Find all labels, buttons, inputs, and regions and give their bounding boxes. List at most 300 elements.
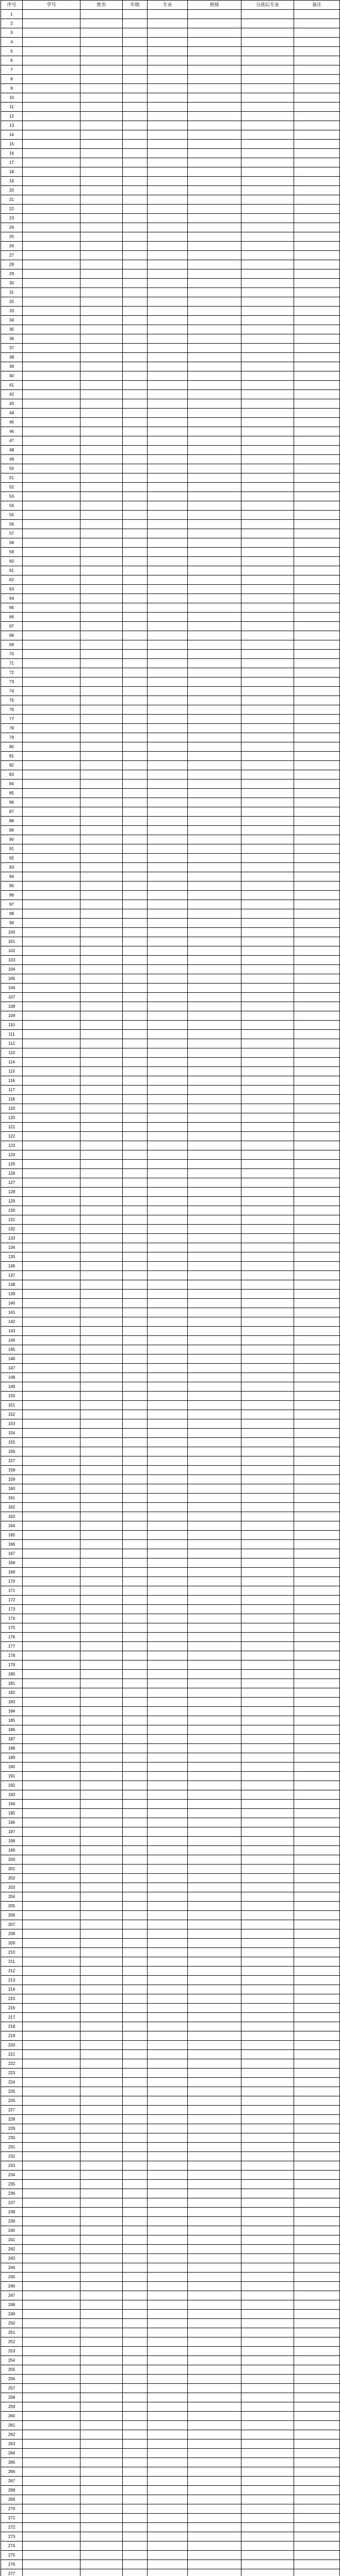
cell-major <box>148 1067 188 1076</box>
cell-major <box>148 1902 188 1911</box>
cell-grade <box>123 2337 148 2347</box>
cell-class <box>188 2541 241 2551</box>
cell-final-major <box>241 529 294 538</box>
cell-student-id <box>23 1271 80 1280</box>
cell-grade <box>123 1512 148 1521</box>
cell-major <box>148 974 188 984</box>
cell-final-major <box>241 1772 294 1781</box>
cell-name <box>80 1698 123 1707</box>
cell-class <box>188 1262 241 1271</box>
cell-class <box>188 1800 241 1809</box>
cell-final-major <box>241 1577 294 1586</box>
cell-final-major <box>241 2031 294 2041</box>
cell-seq: 117 <box>1 1086 23 1095</box>
cell-class <box>188 186 241 195</box>
cell-seq: 109 <box>1 1011 23 1021</box>
cell-final-major <box>241 1558 294 1568</box>
cell-class <box>188 260 241 269</box>
cell-final-major <box>241 2078 294 2087</box>
cell-final-major <box>241 1058 294 1067</box>
table-row <box>1 2504 340 2514</box>
cell-seq: 259 <box>1 2402 23 2412</box>
cell-name <box>80 1419 123 1429</box>
cell-grade <box>123 1837 148 1846</box>
cell-major <box>148 789 188 798</box>
cell-name <box>80 288 123 297</box>
cell-remarks <box>294 38 340 47</box>
cell-major <box>148 965 188 974</box>
cell-student-id <box>23 2375 80 2384</box>
cell-grade <box>123 2384 148 2393</box>
table-row <box>1 557 340 566</box>
cell-grade <box>123 1967 148 1976</box>
table-row <box>1 1827 340 1837</box>
cell-grade <box>123 1290 148 1299</box>
cell-name <box>80 2208 123 2217</box>
cell-major <box>148 1698 188 1707</box>
cell-remarks <box>294 520 340 529</box>
cell-final-major <box>241 566 294 575</box>
cell-seq: 119 <box>1 1104 23 1113</box>
cell-final-major <box>241 1401 294 1410</box>
cell-grade <box>123 1642 148 1651</box>
table-row <box>1 473 340 483</box>
cell-class <box>188 557 241 566</box>
table-row <box>1 316 340 325</box>
cell-final-major <box>241 2300 294 2310</box>
table-row <box>1 1735 340 1744</box>
cell-student-id <box>23 529 80 538</box>
cell-student-id <box>23 251 80 260</box>
cell-major <box>148 1030 188 1039</box>
cell-seq: 124 <box>1 1150 23 1160</box>
cell-major <box>148 1994 188 2004</box>
table-row <box>1 1902 340 1911</box>
cell-student-id <box>23 446 80 455</box>
cell-grade <box>123 177 148 186</box>
cell-seq: 43 <box>1 399 23 409</box>
cell-grade <box>123 1104 148 1113</box>
cell-seq: 272 <box>1 2523 23 2532</box>
cell-grade <box>123 937 148 946</box>
cell-grade <box>123 2031 148 2041</box>
cell-major <box>148 455 188 464</box>
cell-final-major <box>241 1002 294 1011</box>
cell-remarks <box>294 446 340 455</box>
cell-remarks <box>294 946 340 956</box>
cell-student-id <box>23 2004 80 2013</box>
cell-grade <box>123 1132 148 1141</box>
cell-seq: 9 <box>1 84 23 93</box>
cell-class <box>188 817 241 826</box>
table-row <box>1 1234 340 1243</box>
cell-name <box>80 1225 123 1234</box>
cell-class <box>188 1113 241 1123</box>
cell-grade <box>123 1206 148 1215</box>
cell-final-major <box>241 2291 294 2300</box>
cell-final-major <box>241 928 294 937</box>
cell-major <box>148 2004 188 2013</box>
cell-major <box>148 1549 188 1558</box>
cell-grade <box>123 1994 148 2004</box>
cell-student-id <box>23 1456 80 1466</box>
cell-final-major <box>241 909 294 919</box>
cell-name <box>80 1447 123 1456</box>
cell-class <box>188 1855 241 1865</box>
cell-major <box>148 2449 188 2458</box>
cell-class <box>188 2514 241 2523</box>
cell-major <box>148 1234 188 1243</box>
cell-grade <box>123 1521 148 1531</box>
cell-major <box>148 2532 188 2541</box>
cell-class <box>188 1002 241 1011</box>
cell-seq: 258 <box>1 2393 23 2402</box>
cell-remarks <box>294 603 340 613</box>
table-row <box>1 2263 340 2273</box>
cell-name <box>80 1920 123 1929</box>
table-row <box>1 2096 340 2106</box>
cell-student-id <box>23 2393 80 2402</box>
cell-student-id <box>23 2171 80 2180</box>
cell-name <box>80 1623 123 1633</box>
cell-grade <box>123 2504 148 2514</box>
cell-final-major <box>241 2124 294 2133</box>
cell-final-major <box>241 789 294 798</box>
cell-grade <box>123 2458 148 2467</box>
cell-remarks <box>294 1790 340 1800</box>
cell-student-id <box>23 2069 80 2078</box>
cell-class <box>188 2022 241 2031</box>
table-row <box>1 1243 340 1252</box>
cell-grade <box>123 121 148 130</box>
table-row <box>1 334 340 344</box>
cell-seq: 213 <box>1 1976 23 1985</box>
table-row <box>1 1865 340 1874</box>
cell-student-id <box>23 2124 80 2133</box>
cell-name <box>80 2189 123 2198</box>
cell-seq: 136 <box>1 1262 23 1271</box>
cell-seq: 39 <box>1 362 23 371</box>
cell-name <box>80 362 123 371</box>
cell-name <box>80 2393 123 2402</box>
cell-class <box>188 1484 241 1494</box>
cell-student-id <box>23 1985 80 1994</box>
cell-name <box>80 1707 123 1716</box>
cell-final-major <box>241 1688 294 1698</box>
cell-grade <box>123 1354 148 1364</box>
table-row <box>1 1262 340 1271</box>
cell-name <box>80 705 123 715</box>
cell-seq: 52 <box>1 483 23 492</box>
cell-grade <box>123 1633 148 1642</box>
cell-remarks <box>294 835 340 844</box>
cell-final-major <box>241 1531 294 1540</box>
cell-major <box>148 1531 188 1540</box>
cell-seq: 74 <box>1 687 23 696</box>
cell-name <box>80 1336 123 1345</box>
table-row <box>1 1484 340 1494</box>
cell-seq: 120 <box>1 1113 23 1123</box>
cell-remarks <box>294 2096 340 2106</box>
cell-student-id <box>23 2282 80 2291</box>
cell-seq: 189 <box>1 1753 23 1762</box>
table-row <box>1 288 340 297</box>
cell-major <box>148 761 188 770</box>
cell-major <box>148 149 188 158</box>
cell-remarks <box>294 2041 340 2050</box>
cell-seq: 100 <box>1 928 23 937</box>
cell-student-id <box>23 1586 80 1596</box>
cell-final-major <box>241 501 294 511</box>
cell-class <box>188 520 241 529</box>
cell-remarks <box>294 2412 340 2421</box>
cell-grade <box>123 251 148 260</box>
cell-major <box>148 548 188 557</box>
cell-seq: 8 <box>1 75 23 84</box>
cell-grade <box>123 65 148 75</box>
cell-final-major <box>241 677 294 687</box>
cell-student-id <box>23 1095 80 1104</box>
cell-remarks <box>294 288 340 297</box>
cell-class <box>188 1160 241 1169</box>
cell-remarks <box>294 2069 340 2078</box>
cell-grade <box>123 1790 148 1800</box>
cell-student-id <box>23 409 80 418</box>
table-row <box>1 1382 340 1392</box>
cell-major <box>148 844 188 854</box>
cell-class <box>188 1354 241 1364</box>
table-row <box>1 2254 340 2263</box>
cell-final-major <box>241 167 294 177</box>
table-row <box>1 1475 340 1484</box>
cell-grade <box>123 1076 148 1086</box>
cell-name <box>80 798 123 807</box>
cell-major <box>148 2273 188 2282</box>
table-row <box>1 260 340 269</box>
cell-grade <box>123 2300 148 2310</box>
cell-final-major <box>241 2347 294 2356</box>
cell-seq: 86 <box>1 798 23 807</box>
cell-final-major <box>241 1178 294 1188</box>
cell-class <box>188 436 241 446</box>
table-row <box>1 2477 340 2486</box>
cell-final-major <box>241 2569 294 2576</box>
cell-name <box>80 1039 123 1048</box>
cell-name <box>80 826 123 835</box>
cell-major <box>148 2430 188 2439</box>
cell-remarks <box>294 473 340 483</box>
cell-major <box>148 511 188 520</box>
cell-grade <box>123 2412 148 2421</box>
table-row <box>1 1058 340 1067</box>
cell-seq: 199 <box>1 1846 23 1855</box>
cell-remarks <box>294 2263 340 2273</box>
table-row <box>1 575 340 585</box>
cell-final-major <box>241 1846 294 1855</box>
cell-remarks <box>294 798 340 807</box>
cell-grade <box>123 817 148 826</box>
cell-major <box>148 316 188 325</box>
cell-grade <box>123 1225 148 1234</box>
cell-final-major <box>241 557 294 566</box>
cell-major <box>148 2514 188 2523</box>
cell-class <box>188 2458 241 2467</box>
cell-remarks <box>294 2087 340 2096</box>
cell-final-major <box>241 186 294 195</box>
cell-name <box>80 2171 123 2180</box>
table-row <box>1 677 340 687</box>
cell-class <box>188 844 241 854</box>
table-row <box>1 1354 340 1364</box>
cell-grade <box>123 1846 148 1855</box>
cell-final-major <box>241 779 294 789</box>
cell-student-id <box>23 1846 80 1855</box>
cell-class <box>188 2106 241 2115</box>
cell-remarks <box>294 631 340 640</box>
cell-class <box>188 2273 241 2282</box>
cell-major <box>148 2458 188 2467</box>
cell-remarks <box>294 2504 340 2514</box>
cell-name <box>80 140 123 149</box>
cell-class <box>188 1169 241 1178</box>
cell-seq: 5 <box>1 47 23 56</box>
cell-final-major <box>241 1160 294 1169</box>
cell-class <box>188 1327 241 1336</box>
cell-grade <box>123 548 148 557</box>
cell-major <box>148 1874 188 1883</box>
table-row <box>1 2069 340 2078</box>
cell-grade <box>123 75 148 84</box>
cell-student-id <box>23 2477 80 2486</box>
cell-student-id <box>23 2041 80 2050</box>
cell-final-major <box>241 1660 294 1670</box>
cell-class <box>188 279 241 288</box>
cell-grade <box>123 1308 148 1317</box>
cell-seq: 131 <box>1 1215 23 1225</box>
table-row <box>1 10 340 19</box>
cell-class <box>188 288 241 297</box>
cell-major <box>148 622 188 631</box>
cell-class <box>188 529 241 538</box>
cell-seq: 145 <box>1 1345 23 1354</box>
cell-final-major <box>241 1141 294 1150</box>
cell-seq: 212 <box>1 1967 23 1976</box>
cell-major <box>148 1178 188 1188</box>
cell-remarks <box>294 1911 340 1920</box>
cell-student-id <box>23 1280 80 1290</box>
cell-final-major <box>241 2328 294 2337</box>
table-row <box>1 38 340 47</box>
cell-name <box>80 1939 123 1948</box>
cell-class <box>188 121 241 130</box>
header-seq: 序号 <box>1 1 23 10</box>
cell-major <box>148 464 188 473</box>
cell-student-id <box>23 2541 80 2551</box>
cell-final-major <box>241 2161 294 2171</box>
cell-class <box>188 2004 241 2013</box>
cell-final-major <box>241 214 294 223</box>
cell-name <box>80 1558 123 1568</box>
cell-final-major <box>241 2022 294 2031</box>
cell-remarks <box>294 399 340 409</box>
cell-major <box>148 946 188 956</box>
cell-student-id <box>23 909 80 919</box>
cell-class <box>188 1660 241 1670</box>
cell-major <box>148 2013 188 2022</box>
cell-seq: 58 <box>1 538 23 548</box>
cell-class <box>188 112 241 121</box>
cell-student-id <box>23 1113 80 1123</box>
cell-grade <box>123 2514 148 2523</box>
cell-major <box>148 446 188 455</box>
cell-name <box>80 1577 123 1586</box>
cell-student-id <box>23 483 80 492</box>
cell-grade <box>123 1327 148 1336</box>
cell-grade <box>123 2041 148 2050</box>
cell-grade <box>123 2069 148 2078</box>
cell-class <box>188 1290 241 1299</box>
cell-name <box>80 279 123 288</box>
cell-grade <box>123 1725 148 1735</box>
cell-remarks <box>294 1067 340 1076</box>
cell-student-id <box>23 919 80 928</box>
cell-seq: 104 <box>1 965 23 974</box>
cell-major <box>148 2059 188 2069</box>
table-row <box>1 1410 340 1419</box>
cell-student-id <box>23 631 80 640</box>
cell-grade <box>123 1660 148 1670</box>
cell-major <box>148 1206 188 1215</box>
cell-remarks <box>294 1373 340 1382</box>
cell-name <box>80 1837 123 1846</box>
cell-remarks <box>294 1837 340 1846</box>
cell-final-major <box>241 668 294 677</box>
table-row <box>1 242 340 251</box>
cell-name <box>80 779 123 789</box>
cell-major <box>148 603 188 613</box>
cell-remarks <box>294 1280 340 1290</box>
cell-final-major <box>241 492 294 501</box>
cell-grade <box>123 473 148 483</box>
cell-class <box>188 761 241 770</box>
cell-final-major <box>241 1994 294 2004</box>
cell-remarks <box>294 1299 340 1308</box>
cell-seq: 51 <box>1 473 23 483</box>
cell-remarks <box>294 2347 340 2356</box>
cell-major <box>148 742 188 752</box>
cell-student-id <box>23 1410 80 1419</box>
cell-major <box>148 1392 188 1401</box>
cell-remarks <box>294 167 340 177</box>
cell-seq: 233 <box>1 2161 23 2171</box>
cell-student-id <box>23 1660 80 1670</box>
cell-grade <box>123 1188 148 1197</box>
cell-class <box>188 2189 241 2198</box>
cell-seq: 87 <box>1 807 23 817</box>
cell-major <box>148 1827 188 1837</box>
cell-student-id <box>23 807 80 817</box>
cell-student-id <box>23 946 80 956</box>
cell-name <box>80 177 123 186</box>
cell-class <box>188 1670 241 1679</box>
cell-grade <box>123 2050 148 2059</box>
cell-seq: 127 <box>1 1178 23 1188</box>
cell-student-id <box>23 149 80 158</box>
cell-remarks <box>294 2402 340 2412</box>
cell-class <box>188 1419 241 1429</box>
table-row <box>1 1521 340 1531</box>
cell-final-major <box>241 2263 294 2273</box>
